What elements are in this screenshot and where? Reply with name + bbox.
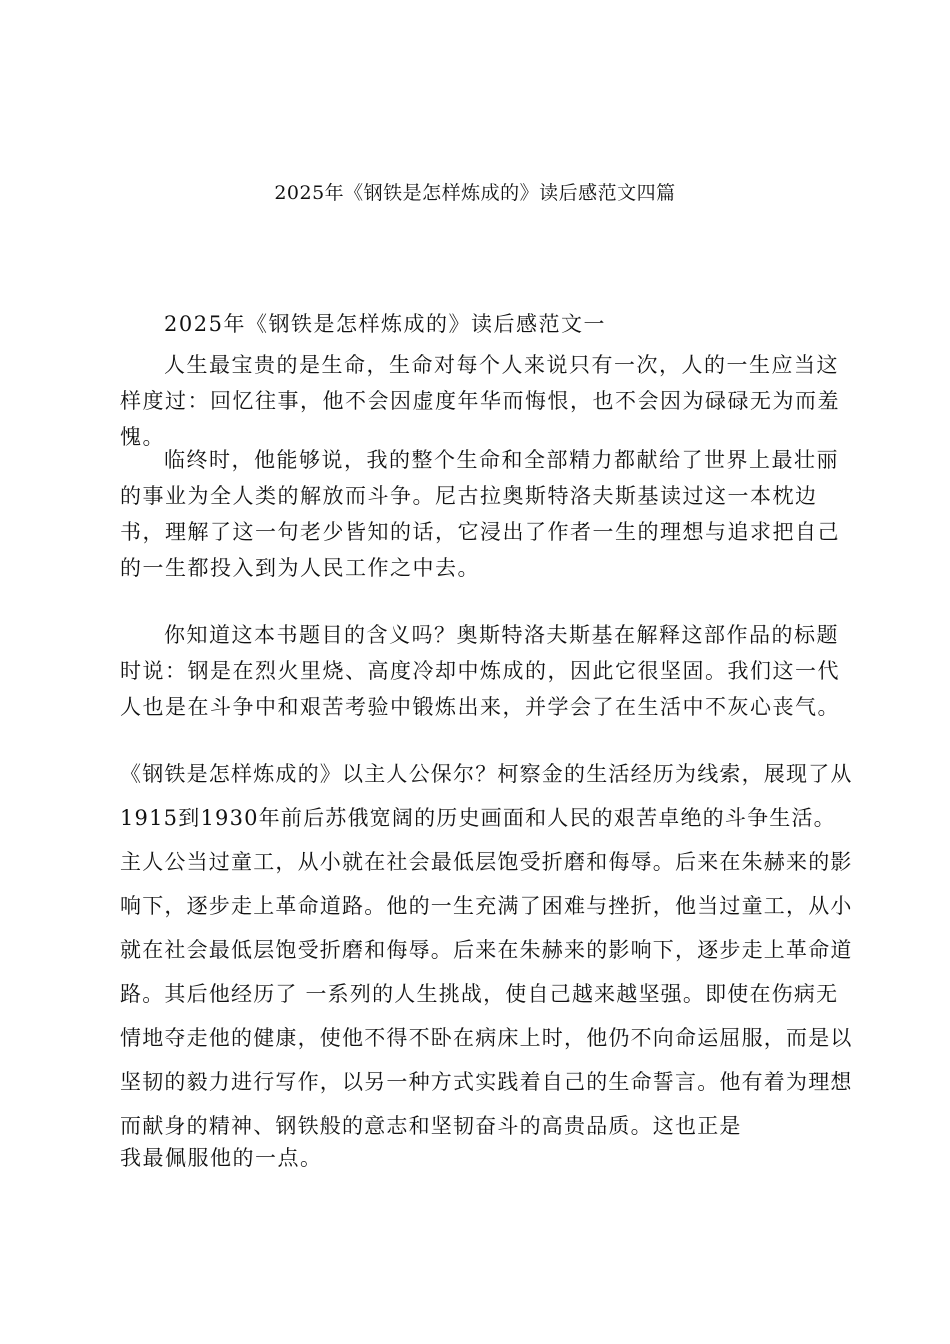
section-heading: 2025年《钢铁是怎样炼成的》读后感范文一	[164, 312, 606, 336]
document-title: 2025年《钢铁是怎样炼成的》读后感范文四篇	[274, 182, 676, 204]
paragraph-4: 《钢铁是怎样炼成的》以主人公保尔？柯察金的生活经历为线索，展现了从1915到1930年前后苏俄宽阔的历史画面和人民的艰苦卓绝的斗争生活。主人公当过童工，从小就在社会最低层饱受折磨和侮辱。后来在朱赫来的影响下，逐步走上革命道路。他的一生充满了困难与挫折，他当过童工，从小就在社会最低层饱受折磨和侮辱。后来在朱赫来的影响下，逐步走上革命道路。其后他经历了 一系列的人生挑战，使自己越来越坚强。即使在伤病无情地夺走他的健康，使他不得不卧在病床上时，他仍不向命运屈服，而是以坚韧的毅力进行写作，以另一种方式实践着自己的生命誓言。他有着为理想而献身的精神、钢铁般的意志和坚韧奋斗的高贵品质。这也正是	[120, 762, 853, 1138]
paragraph-2: 临终时，他能够说，我的整个生命和全部精力都献给了世界上最壮丽的事业为全人类的解放而斗争。尼古拉奥斯特洛夫斯基读过这一本枕边书，理解了这一句老少皆知的话，它浸出了作者一生的理想与追求把自己的一生都投入到为人民工作之中去。	[120, 448, 840, 580]
paragraph-3: 你知道这本书题目的含义吗？奥斯特洛夫斯基在解释这部作品的标题时说：钢是在烈火里烧、高度冷却中炼成的，因此它很坚固。我们这一代人也是在斗争中和艰苦考验中锻炼出来，并学会了在生活中不灰心丧气。	[120, 623, 840, 719]
paragraph-1: 人生最宝贵的是生命，生命对每个人来说只有一次，人的一生应当这样度过：回忆往事，他不会因虚度年华而悔恨，也不会因为碌碌无为而羞愧。	[120, 353, 840, 449]
paragraph-4-continuation: 我最佩服他的一点。	[120, 1146, 323, 1170]
